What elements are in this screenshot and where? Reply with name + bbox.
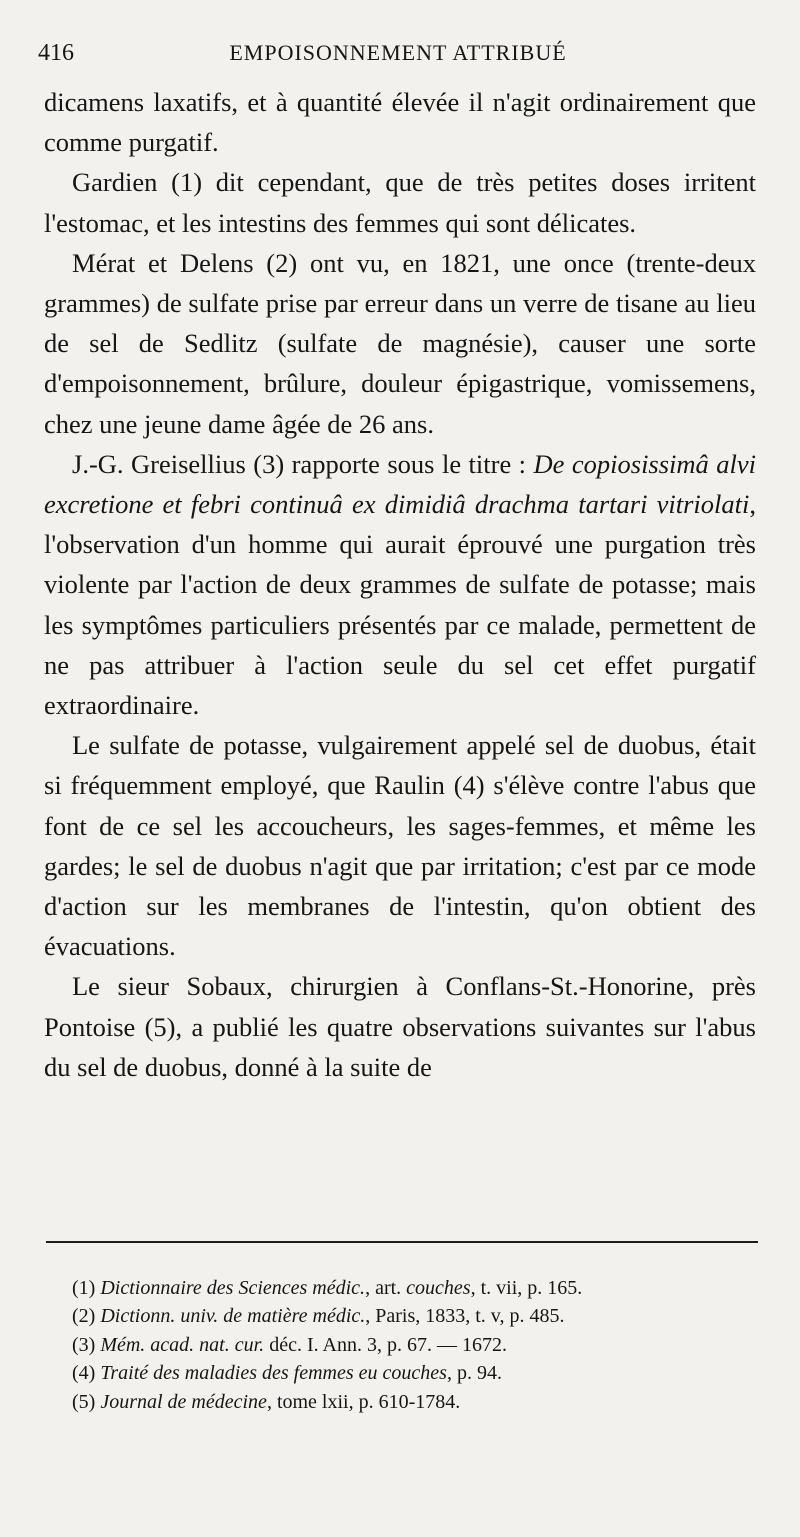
footnote-1 — [72, 1274, 762, 1302]
footnote-5 — [72, 1388, 762, 1416]
footnote-number: (5) — [72, 1390, 96, 1413]
footnote-ref-italic: couches — [406, 1277, 471, 1299]
page-header — [38, 40, 758, 76]
footnote-4 — [72, 1359, 762, 1387]
footnote-title: Traité des maladies des femmes eu couches — [100, 1362, 447, 1385]
footnote-ref: déc. I. Ann. 3, p. 67. — 1672. — [264, 1333, 507, 1356]
footnote-3 — [72, 1331, 762, 1359]
paragraph-5: Le sulfate de potasse, vulgairement appelé sel de duobus, était si fréquemment employé, que Raulin (4) s'élève contre l'abus que font de ce sel les accoucheurs, les sages-femmes, et même les gardes; le sel de duobus n'agit que par irritation; c'est par ce mode d'action sur les membranes de l'intestin, qu'on obtient des évacuations. — [44, 730, 756, 962]
footnote-ref: , tome lxii, p. 610-1784. — [266, 1390, 461, 1413]
footnote-number: (2) — [72, 1305, 96, 1328]
paragraph-1: dicamens laxatifs, et à quantité élevée il n'agit ordinairement que comme purgatif. — [44, 87, 756, 158]
footnote-ref-end: , t. vii, p. 165. — [470, 1277, 583, 1299]
footnote-number: (4) — [72, 1362, 96, 1385]
footnotes — [72, 1274, 762, 1416]
footnote-title: Journal de médecine — [100, 1390, 267, 1413]
footnote-ref: , p. 94. — [446, 1362, 502, 1385]
paragraph-4 — [44, 444, 756, 725]
footnote-2 — [72, 1302, 762, 1330]
footnote-title: Dictionn. univ. de matière médic. — [100, 1305, 366, 1328]
running-head: EMPOISONNEMENT ATTRIBUÉ — [229, 40, 567, 65]
footnote-divider — [46, 1241, 758, 1243]
paragraph-6: Le sieur Sobaux, chirurgien à Conflans-St.-Honorine, près Pontoise (5), a publié les quatre observations suivantes sur l'abus du sel de duobus, donné à la suite de — [44, 971, 756, 1082]
paragraph-3: Mérat et Delens (2) ont vu, en 1821, une once (trente-deux grammes) de sulfate prise par erreur dans un verre de tisane au lieu de sel de Sedlitz (sulfate de magnésie), causer une sorte d'empoisonnement, brûlure, douleur épigastrique, vomissemens, chez une jeune dame âgée de 26 ans. — [44, 247, 756, 439]
footnote-ref: , art. — [365, 1277, 407, 1299]
footnote-number: (3) — [72, 1333, 96, 1356]
footnote-number: (1) — [72, 1277, 96, 1299]
page-number: 416 — [38, 40, 74, 66]
footnote-title: Dictionnaire des Sciences médic. — [100, 1277, 366, 1299]
body-text — [44, 82, 756, 1087]
footnote-ref: , Paris, 1833, t. v, p. 485. — [365, 1305, 565, 1328]
footnote-title: Mém. acad. nat. cur. — [100, 1333, 265, 1356]
paragraph-2: Gardien (1) dit cependant, que de très petites doses irritent l'estomac, et les intestins des femmes qui sont délicates. — [44, 167, 756, 238]
paragraph-4-latin-title: De copiosissimâ alvi excretione et febri continuâ ex dimidiâ drachma tartari vitriolati — [44, 448, 757, 520]
paragraph-4-start: J.-G. Greisellius (3) rapporte sous le titre : — [72, 448, 534, 479]
paragraph-4-end: , l'observation d'un homme qui aurait éprouvé une purgation très violente par l'action de deux grammes de sulfate de potasse; mais les symptômes particuliers présentés par ce malade, permettent de ne pas attribuer à l'action seule du sel cet effet purgatif extraordinaire. — [44, 489, 756, 721]
